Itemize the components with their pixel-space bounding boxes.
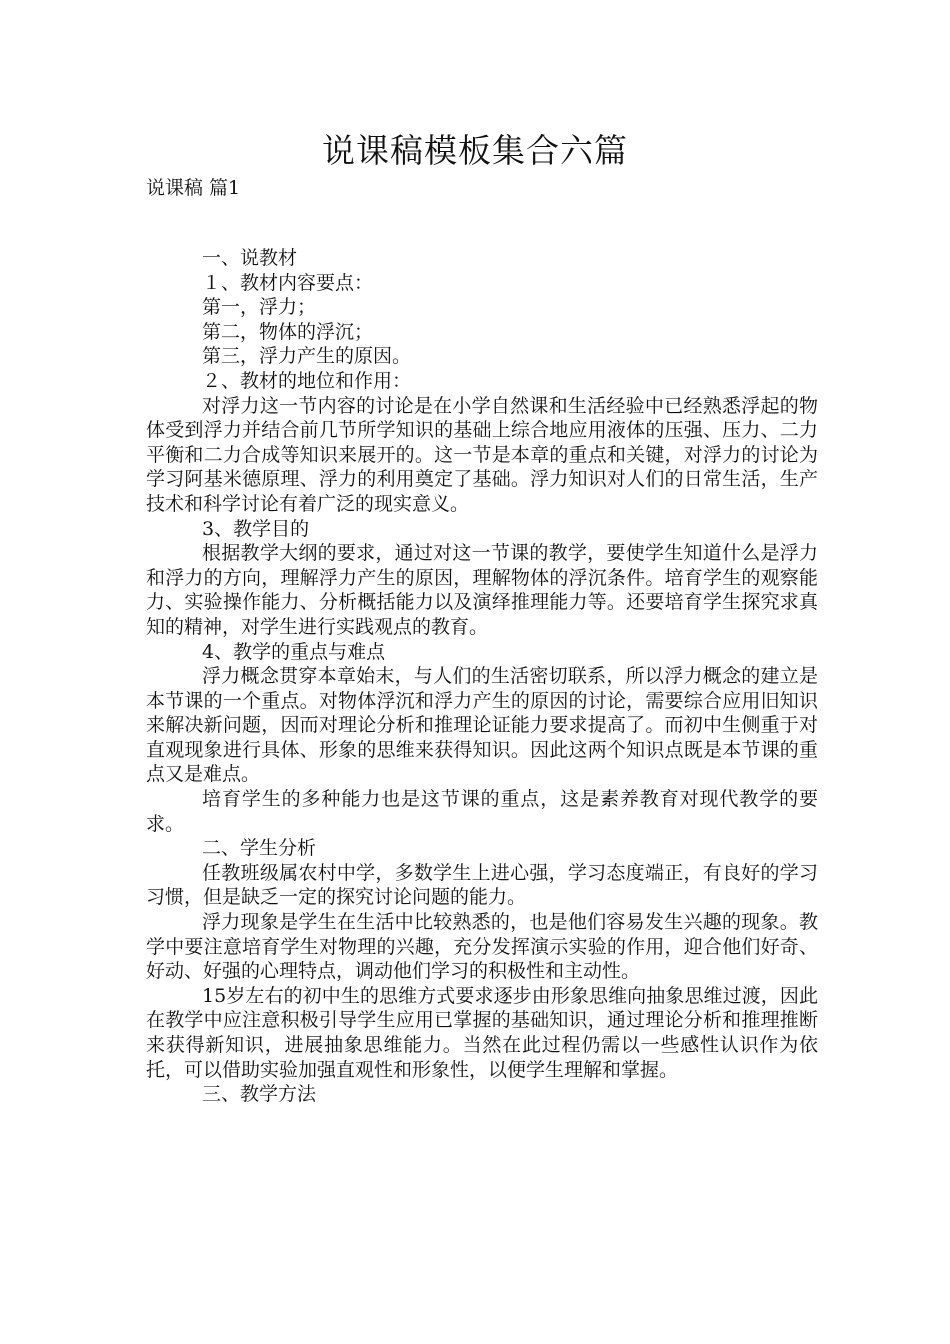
document-title: 说课稿模板集合六篇 — [322, 131, 628, 170]
section-heading: 一、说教材 — [202, 247, 298, 269]
list-item: 第一，浮力； — [202, 296, 317, 319]
paragraph: 浮力现象是学生在生活中比较熟悉的，也是他们容易发生兴趣的现象。教学中要注意培育学生对物理的兴趣，充分发挥演示实验的作用，迎合他们好奇、好动、好强的心理特点，调动他们学习的积极性和主动性。 — [146, 911, 818, 983]
list-item: 第三，浮力产生的原因。 — [202, 345, 412, 368]
paragraph: 浮力概念贯穿本章始末，与人们的生活密切联系，所以浮力概念的建立是本节课的一个重点。对物体浮沉和浮力产生的原因的讨论，需要综合应用旧知识来解决新问题，因而对理论分析和推理论证能力要求提高了。而初中生侧重于对直观现象进行具体、形象的思维来获得知识。因此这两个知识点既是本节课的重点又是难点。 — [146, 665, 818, 786]
paragraph: 15岁左右的初中生的思维方式要求逐步由形象思维向抽象思维过渡，因此在教学中应注意积极引导学生应用已掌握的基础知识，通过理论分析和推理推断来获得新知识，进展抽象思维能力。当然在此过程仍需以一些感性认识作为依托，可以借助实验加强直观性和形象性，以便学生理解和掌握。 — [146, 984, 818, 1081]
section-heading: 三、教学方法 — [202, 1083, 317, 1106]
subsection-heading: 4、教学的重点与难点 — [202, 640, 386, 663]
paragraph: 任教班级属农村中学，多数学生上进心强，学习态度端正，有良好的学习习惯，但是缺乏一定的探究讨论问题的能力。 — [146, 861, 818, 909]
subsection-heading: 3、教学目的 — [202, 517, 310, 540]
subsection-heading: １、教材内容要点： — [202, 271, 374, 294]
section-heading: 二、学生分析 — [202, 837, 317, 860]
document-body — [146, 246, 818, 1107]
document-subtitle: 说课稿 篇1 — [146, 177, 241, 199]
list-item: 第二，物体的浮沉； — [202, 320, 374, 343]
paragraph: 培育学生的多种能力也是这节课的重点，这是素养教育对现代教学的要求。 — [146, 788, 818, 835]
subsection-heading: ２、教材的地位和作用： — [202, 369, 412, 392]
paragraph: 对浮力这一节内容的讨论是在小学自然课和生活经验中已经熟悉浮起的物体受到浮力并结合前几节所学知识的基础上综合地应用液体的压强、压力、二力平衡和二力合成等知识来展开的。这一节是本章的重点和关键，对浮力的讨论为学习阿基米德原理、浮力的利用奠定了基础。浮力知识对人们的日常生活，生产技术和科学讨论有着广泛的现实意义。 — [146, 394, 818, 515]
paragraph: 根据教学大纲的要求，通过对这一节课的教学，要使学生知道什么是浮力和浮力的方向，理解浮力产生的原因，理解物体的浮沉条件。培育学生的观察能力、实验操作能力、分析概括能力以及演绎推理能力等。还要培育学生探究求真知的精神，对学生进行实践观点的教育。 — [146, 542, 818, 638]
